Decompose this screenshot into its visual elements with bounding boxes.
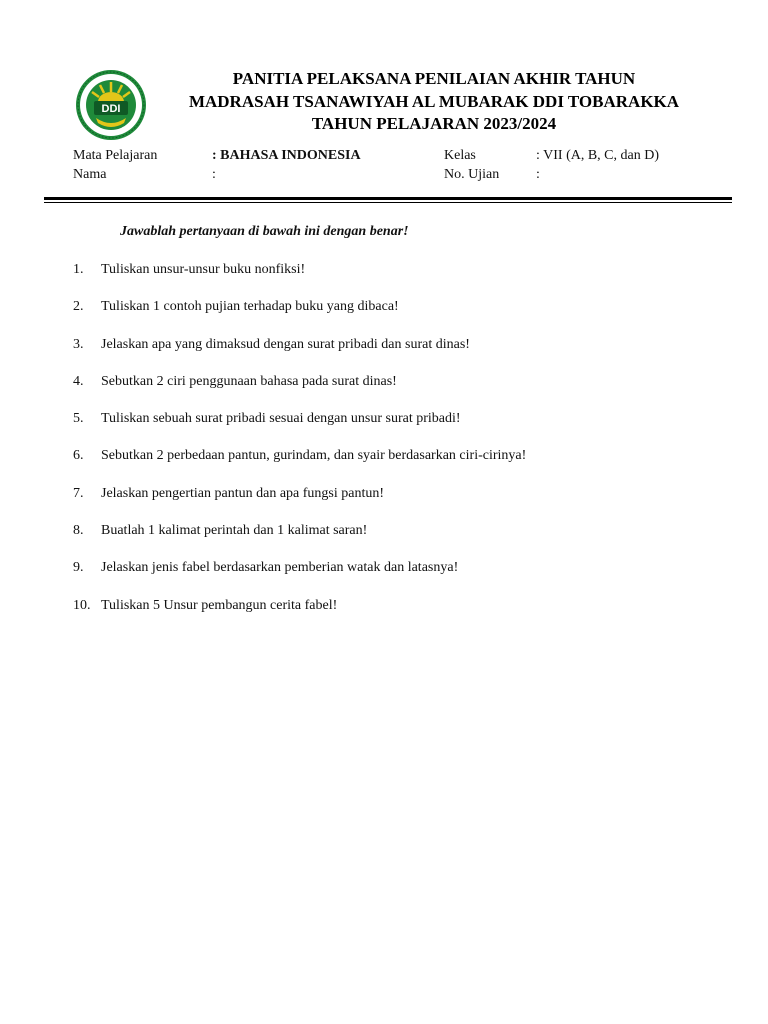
question-number: 10. <box>73 597 91 613</box>
header-line-3: TAHUN PELAJARAN 2023/2024 <box>311 114 557 133</box>
logo-text: DDI <box>101 103 121 115</box>
info-row-name <box>73 165 713 184</box>
question-text: Tuliskan sebuah surat pribadi sesuai dengan unsur surat pribadi! <box>101 411 461 427</box>
instruction-text: Jawablah pertanyaan di bawah ini dengan benar! <box>120 224 409 239</box>
class-label: Kelas <box>444 148 476 163</box>
question-number: 9. <box>73 560 84 576</box>
question-number: 2. <box>73 299 84 315</box>
exam-info <box>73 146 713 184</box>
question-text: Tuliskan unsur-unsur buku nonfiksi! <box>101 262 306 277</box>
question-text: Jelaskan pengertian pantun dan apa fungsi pantun! <box>101 485 385 501</box>
subject-value: : BAHASA INDONESIA <box>212 148 361 163</box>
question-number: 7. <box>73 485 84 501</box>
question-text: Sebutkan 2 perbedaan pantun, gurindam, dan syair berdasarkan ciri-cirinya! <box>101 448 527 464</box>
header-divider-thin <box>44 202 732 203</box>
question-number: 1. <box>73 262 84 277</box>
ddi-logo-icon <box>74 68 148 142</box>
subject-label: Mata Pelajaran <box>73 148 158 163</box>
question-number: 6. <box>73 448 84 464</box>
exam-no-value: : <box>536 167 540 182</box>
header-line-2: MADRASAH TSANAWIYAH AL MUBARAK DDI TOBARAKKA <box>188 91 680 111</box>
question-text: Buatlah 1 kalimat perintah dan 1 kalimat saran! <box>101 523 368 539</box>
name-label: Nama <box>73 167 107 182</box>
question-number: 4. <box>73 373 84 389</box>
header-line-1: PANITIA PELAKSANA PENILAIAN AKHIR TAHUN <box>232 69 636 88</box>
question-text: Tuliskan 1 contoh pujian terhadap buku yang dibaca! <box>101 299 399 315</box>
exam-no-label: No. Ujian <box>444 167 500 182</box>
class-value: : VII (A, B, C, dan D) <box>536 148 660 163</box>
question-text: Jelaskan jenis fabel berdasarkan pemberian watak dan latasnya! <box>101 560 459 576</box>
question-number: 8. <box>73 523 84 539</box>
header-divider-thick <box>44 197 732 200</box>
exam-header <box>150 68 718 136</box>
question-number: 3. <box>73 336 84 352</box>
question-text: Jelaskan apa yang dimaksud dengan surat pribadi dan surat dinas! <box>101 336 470 352</box>
info-row-subject <box>73 146 713 165</box>
question-text: Sebutkan 2 ciri penggunaan bahasa pada surat dinas! <box>101 373 397 389</box>
ddi-emblem-icon <box>74 68 148 142</box>
question-text: Tuliskan 5 Unsur pembangun cerita fabel! <box>101 597 338 613</box>
name-value: : <box>212 167 216 182</box>
question-number: 5. <box>73 411 84 427</box>
